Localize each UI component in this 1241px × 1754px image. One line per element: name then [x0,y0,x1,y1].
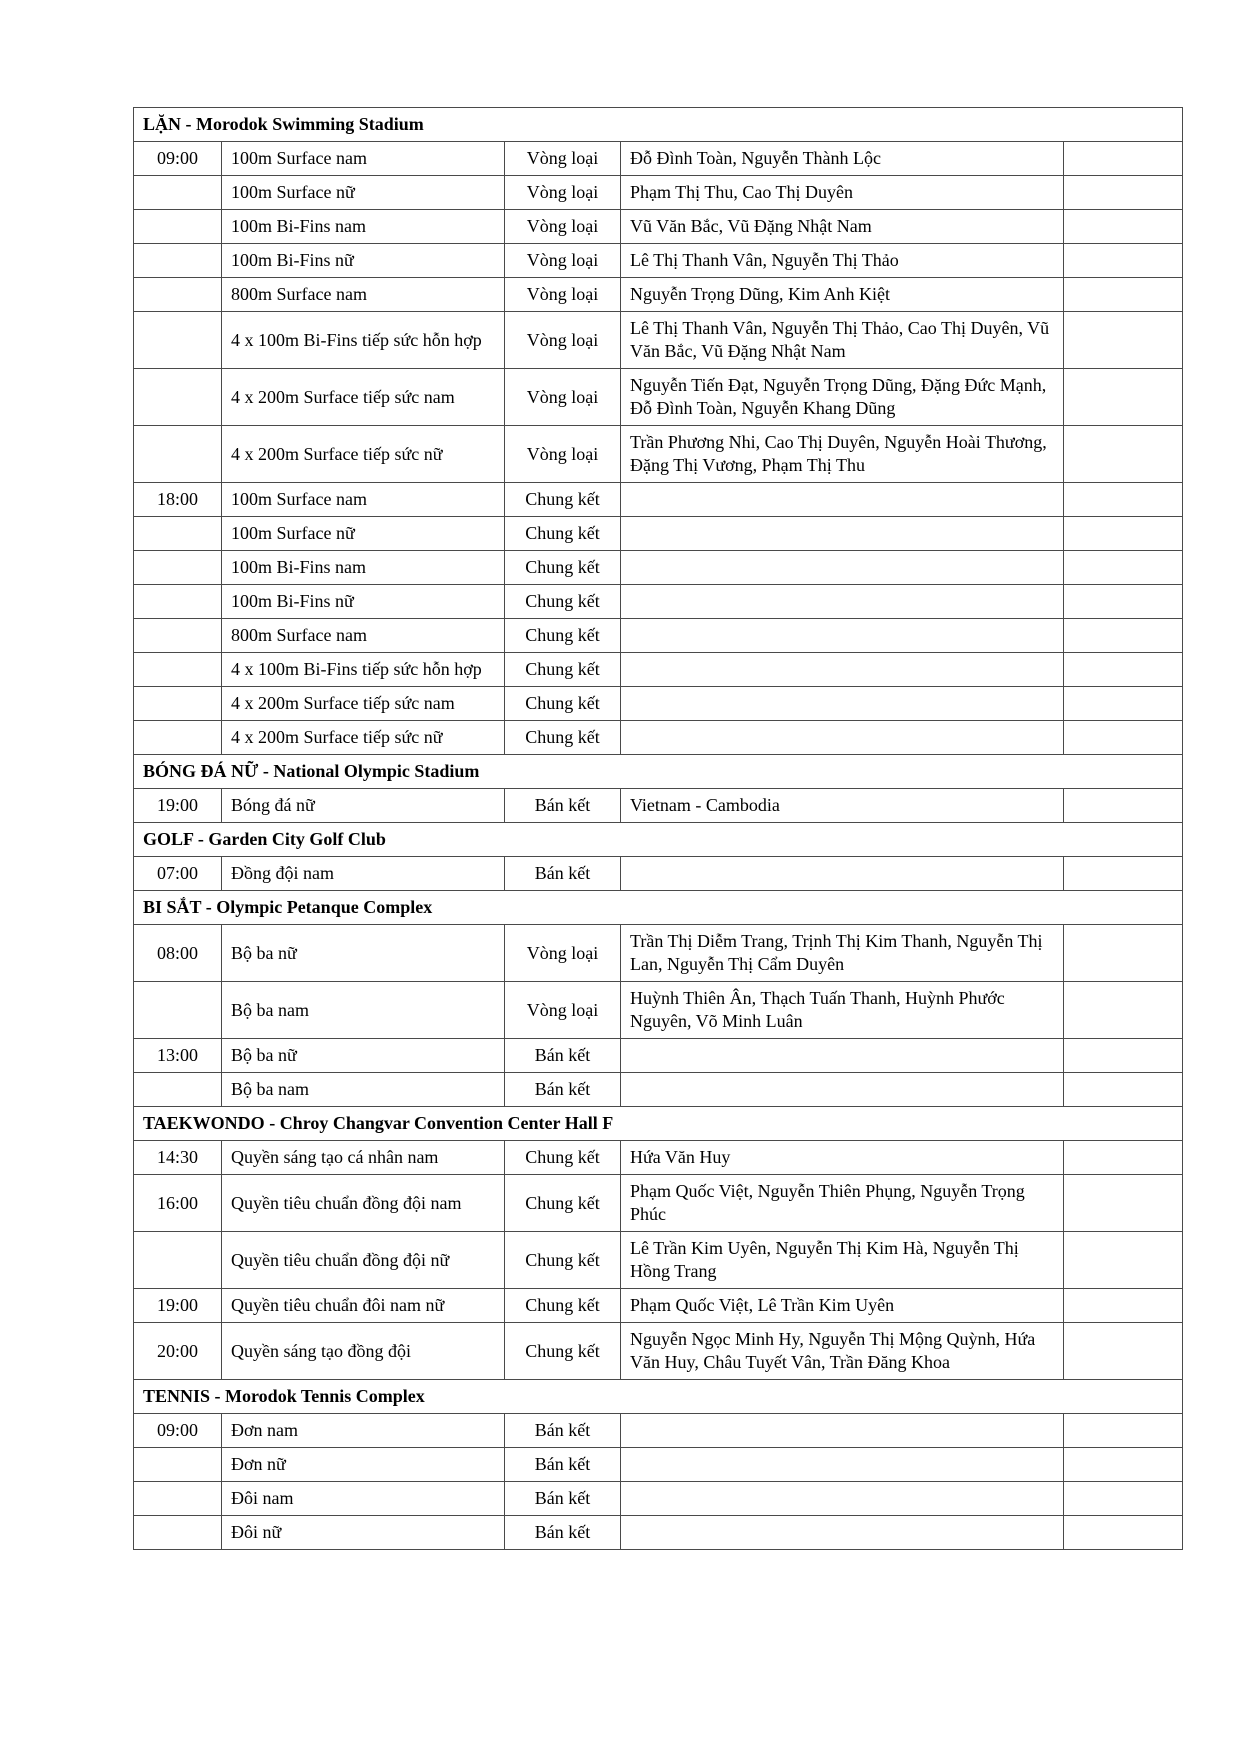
round-cell: Vòng loại [505,278,621,312]
participants-cell: Lê Thị Thanh Vân, Nguyễn Thị Thảo [621,244,1064,278]
round-cell: Chung kết [505,619,621,653]
round-cell: Chung kết [505,653,621,687]
schedule-row [134,142,1183,176]
time-cell: 08:00 [134,925,222,982]
round-cell: Chung kết [505,1289,621,1323]
participants-cell: Lê Thị Thanh Vân, Nguyễn Thị Thảo, Cao Thị Duyên, Vũ Văn Bắc, Vũ Đặng Nhật Nam [621,312,1064,369]
note-cell [1064,653,1183,687]
note-cell [1064,1073,1183,1107]
schedule-row [134,721,1183,755]
participants-cell [621,619,1064,653]
schedule-table-body [134,108,1183,1550]
round-cell: Bán kết [505,1039,621,1073]
event-cell: 100m Bi-Fins nữ [222,244,505,278]
section-header-row [134,755,1183,789]
event-cell: 100m Surface nam [222,483,505,517]
round-cell: Vòng loại [505,925,621,982]
participants-cell [621,857,1064,891]
event-cell: Đôi nam [222,1482,505,1516]
section-venue-name: National Olympic Stadium [273,761,480,781]
schedule-row [134,312,1183,369]
event-cell: 4 x 200m Surface tiếp sức nữ [222,721,505,755]
section-header-row [134,1107,1183,1141]
section-venue-name: Morodok Swimming Stadium [196,114,424,134]
schedule-row [134,1073,1183,1107]
note-cell [1064,142,1183,176]
time-cell [134,585,222,619]
note-cell [1064,1482,1183,1516]
time-cell: 19:00 [134,789,222,823]
schedule-row [134,1448,1183,1482]
note-cell [1064,1039,1183,1073]
schedule-row [134,687,1183,721]
note-cell [1064,1175,1183,1232]
note-cell [1064,1141,1183,1175]
event-cell: Đơn nam [222,1414,505,1448]
schedule-row [134,653,1183,687]
note-cell [1064,551,1183,585]
schedule-row [134,585,1183,619]
participants-cell [621,483,1064,517]
schedule-table [133,107,1183,1550]
schedule-row [134,1414,1183,1448]
time-cell [134,1448,222,1482]
round-cell: Bán kết [505,1448,621,1482]
time-cell [134,721,222,755]
event-cell: Quyền tiêu chuẩn đồng đội nam [222,1175,505,1232]
event-cell: Quyền sáng tạo đồng đội [222,1323,505,1380]
participants-cell [621,517,1064,551]
participants-cell: Đỗ Đình Toàn, Nguyễn Thành Lộc [621,142,1064,176]
time-cell [134,551,222,585]
note-cell [1064,721,1183,755]
participants-cell [621,1516,1064,1550]
time-cell [134,1232,222,1289]
participants-cell [621,1039,1064,1073]
note-cell [1064,426,1183,483]
note-cell [1064,176,1183,210]
schedule-row [134,1141,1183,1175]
schedule-row [134,278,1183,312]
schedule-row [134,244,1183,278]
section-title-separator: - [181,114,197,134]
section-title [134,1107,1183,1141]
event-cell: 4 x 100m Bi-Fins tiếp sức hỗn hợp [222,653,505,687]
schedule-row [134,789,1183,823]
schedule-row [134,176,1183,210]
note-cell [1064,1289,1183,1323]
round-cell: Chung kết [505,1323,621,1380]
note-cell [1064,585,1183,619]
section-title-separator: - [264,1113,280,1133]
schedule-row [134,551,1183,585]
schedule-row [134,1323,1183,1380]
participants-cell: Nguyễn Tiến Đạt, Nguyễn Trọng Dũng, Đặng Đức Mạnh, Đỗ Đình Toàn, Nguyễn Khang Dũng [621,369,1064,426]
time-cell [134,653,222,687]
time-cell [134,312,222,369]
round-cell: Chung kết [505,1141,621,1175]
section-title [134,1380,1183,1414]
event-cell: 4 x 200m Surface tiếp sức nam [222,369,505,426]
time-cell: 20:00 [134,1323,222,1380]
schedule-row [134,925,1183,982]
event-cell: Quyền tiêu chuẩn đôi nam nữ [222,1289,505,1323]
time-cell [134,369,222,426]
note-cell [1064,925,1183,982]
round-cell: Chung kết [505,483,621,517]
note-cell [1064,210,1183,244]
round-cell: Vòng loại [505,176,621,210]
event-cell: Bộ ba nữ [222,925,505,982]
section-sport-name: BÓNG ĐÁ NỮ [143,761,259,781]
note-cell [1064,483,1183,517]
round-cell: Chung kết [505,687,621,721]
time-cell [134,1482,222,1516]
time-cell: 16:00 [134,1175,222,1232]
note-cell [1064,982,1183,1039]
event-cell: 100m Bi-Fins nam [222,551,505,585]
round-cell: Bán kết [505,1073,621,1107]
participants-cell: Nguyễn Ngọc Minh Hy, Nguyễn Thị Mộng Quỳnh, Hứa Văn Huy, Châu Tuyết Vân, Trần Đăng Khoa [621,1323,1064,1380]
schedule-row [134,1289,1183,1323]
note-cell [1064,1448,1183,1482]
round-cell: Chung kết [505,551,621,585]
round-cell: Bán kết [505,1414,621,1448]
participants-cell: Phạm Thị Thu, Cao Thị Duyên [621,176,1064,210]
note-cell [1064,1323,1183,1380]
time-cell [134,278,222,312]
schedule-row [134,857,1183,891]
round-cell: Chung kết [505,517,621,551]
participants-cell [621,585,1064,619]
event-cell: 100m Bi-Fins nữ [222,585,505,619]
section-header-row [134,891,1183,925]
participants-cell [621,1073,1064,1107]
participants-cell [621,721,1064,755]
participants-cell: Lê Trần Kim Uyên, Nguyễn Thị Kim Hà, Nguyễn Thị Hồng Trang [621,1232,1064,1289]
round-cell: Vòng loại [505,426,621,483]
schedule-row [134,210,1183,244]
event-cell: Bộ ba nam [222,982,505,1039]
schedule-row [134,1232,1183,1289]
schedule-row [134,1039,1183,1073]
event-cell: Bộ ba nam [222,1073,505,1107]
round-cell: Bán kết [505,789,621,823]
note-cell [1064,1232,1183,1289]
round-cell: Vòng loại [505,244,621,278]
section-sport-name: GOLF [143,829,194,849]
event-cell: Đồng đội nam [222,857,505,891]
note-cell [1064,312,1183,369]
participants-cell [621,551,1064,585]
schedule-row [134,369,1183,426]
event-cell: Quyền sáng tạo cá nhân nam [222,1141,505,1175]
note-cell [1064,1414,1183,1448]
time-cell: 19:00 [134,1289,222,1323]
time-cell [134,1073,222,1107]
round-cell: Chung kết [505,721,621,755]
round-cell: Bán kết [505,1482,621,1516]
note-cell [1064,1516,1183,1550]
event-cell: 4 x 200m Surface tiếp sức nữ [222,426,505,483]
participants-cell: Phạm Quốc Việt, Lê Trần Kim Uyên [621,1289,1064,1323]
time-cell [134,982,222,1039]
participants-cell: Vietnam - Cambodia [621,789,1064,823]
participants-cell: Phạm Quốc Việt, Nguyễn Thiên Phụng, Nguyễn Trọng Phúc [621,1175,1064,1232]
round-cell: Vòng loại [505,369,621,426]
note-cell [1064,244,1183,278]
schedule-row [134,1516,1183,1550]
note-cell [1064,619,1183,653]
event-cell: Đôi nữ [222,1516,505,1550]
participants-cell [621,1414,1064,1448]
participants-cell: Trần Phương Nhi, Cao Thị Duyên, Nguyễn Hoài Thương, Đặng Thị Vương, Phạm Thị Thu [621,426,1064,483]
section-title [134,891,1183,925]
time-cell: 07:00 [134,857,222,891]
round-cell: Bán kết [505,1516,621,1550]
round-cell: Vòng loại [505,210,621,244]
round-cell: Vòng loại [505,312,621,369]
schedule-row [134,1482,1183,1516]
time-cell [134,687,222,721]
section-header-row [134,108,1183,142]
time-cell [134,176,222,210]
event-cell: 100m Bi-Fins nam [222,210,505,244]
section-title [134,108,1183,142]
section-venue-name: Olympic Petanque Complex [216,897,433,917]
participants-cell [621,687,1064,721]
time-cell [134,210,222,244]
schedule-row [134,1175,1183,1232]
event-cell: 100m Surface nữ [222,517,505,551]
section-header-row [134,1380,1183,1414]
note-cell [1064,517,1183,551]
time-cell: 09:00 [134,1414,222,1448]
note-cell [1064,369,1183,426]
participants-cell: Trần Thị Diễm Trang, Trịnh Thị Kim Thanh, Nguyễn Thị Lan, Nguyễn Thị Cẩm Duyên [621,925,1064,982]
event-cell: 100m Surface nữ [222,176,505,210]
schedule-row [134,426,1183,483]
note-cell [1064,278,1183,312]
section-title-separator: - [201,897,217,917]
round-cell: Bán kết [505,857,621,891]
time-cell [134,426,222,483]
section-title-separator: - [193,829,209,849]
time-cell [134,619,222,653]
round-cell: Chung kết [505,1175,621,1232]
round-cell: Chung kết [505,1232,621,1289]
section-title-separator: - [258,761,274,781]
participants-cell [621,653,1064,687]
time-cell: 13:00 [134,1039,222,1073]
event-cell: Bóng đá nữ [222,789,505,823]
note-cell [1064,857,1183,891]
participants-cell: Huỳnh Thiên Ân, Thạch Tuấn Thanh, Huỳnh Phước Nguyên, Võ Minh Luân [621,982,1064,1039]
section-header-row [134,823,1183,857]
schedule-row [134,483,1183,517]
event-cell: 4 x 200m Surface tiếp sức nam [222,687,505,721]
round-cell: Vòng loại [505,982,621,1039]
section-venue-name: Morodok Tennis Complex [225,1386,425,1406]
time-cell [134,1516,222,1550]
section-venue-name: Chroy Changvar Convention Center Hall F [279,1113,614,1133]
participants-cell: Nguyễn Trọng Dũng, Kim Anh Kiệt [621,278,1064,312]
time-cell [134,517,222,551]
event-cell: 4 x 100m Bi-Fins tiếp sức hỗn hợp [222,312,505,369]
event-cell: Bộ ba nữ [222,1039,505,1073]
section-sport-name: LẶN [143,114,182,134]
event-cell: 100m Surface nam [222,142,505,176]
time-cell: 14:30 [134,1141,222,1175]
event-cell: Đơn nữ [222,1448,505,1482]
event-cell: 800m Surface nam [222,619,505,653]
time-cell [134,244,222,278]
participants-cell [621,1448,1064,1482]
section-title [134,755,1183,789]
event-cell: Quyền tiêu chuẩn đồng đội nữ [222,1232,505,1289]
section-sport-name: TAEKWONDO [143,1113,265,1133]
section-venue-name: Garden City Golf Club [208,829,386,849]
section-title [134,823,1183,857]
note-cell [1064,789,1183,823]
participants-cell [621,1482,1064,1516]
section-sport-name: BI SẮT [143,897,202,917]
time-cell: 18:00 [134,483,222,517]
section-title-separator: - [210,1386,226,1406]
section-sport-name: TENNIS [143,1386,211,1406]
round-cell: Chung kết [505,585,621,619]
schedule-row [134,982,1183,1039]
participants-cell: Hứa Văn Huy [621,1141,1064,1175]
time-cell: 09:00 [134,142,222,176]
schedule-row [134,517,1183,551]
participants-cell: Vũ Văn Bắc, Vũ Đặng Nhật Nam [621,210,1064,244]
schedule-row [134,619,1183,653]
event-cell: 800m Surface nam [222,278,505,312]
note-cell [1064,687,1183,721]
round-cell: Vòng loại [505,142,621,176]
